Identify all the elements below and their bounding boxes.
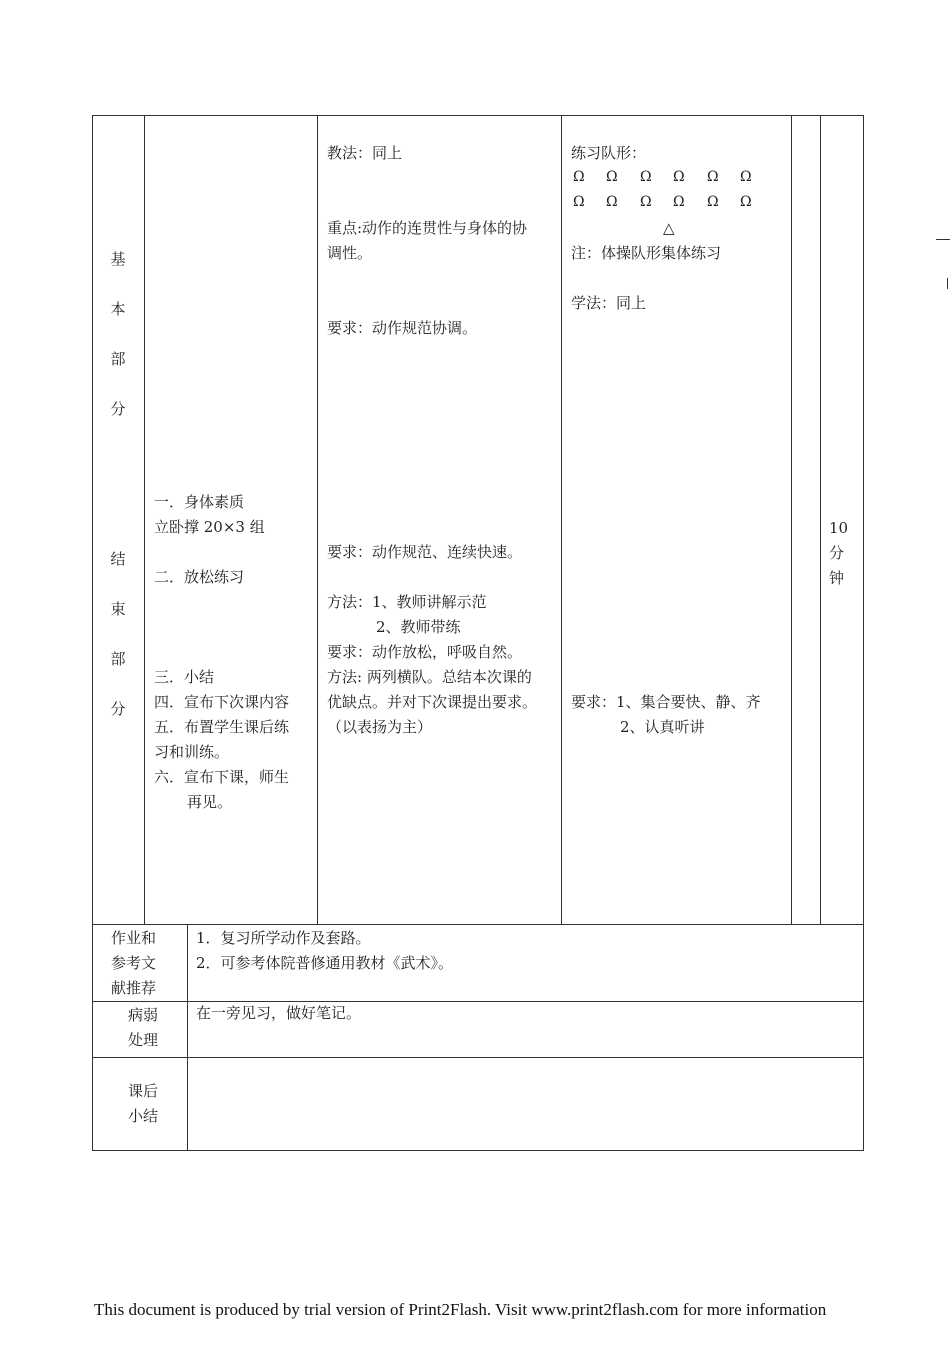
method-line: 方法: 两列横队。总结本次课的	[327, 668, 532, 686]
summary-label-line: 课后	[128, 1082, 159, 1100]
student-marker: Ω	[606, 169, 618, 185]
student-marker: Ω	[673, 194, 685, 210]
table-right-border	[863, 115, 864, 1151]
method-line: 方法：1、教师讲解示范	[327, 593, 487, 611]
ending-label-char: 分	[110, 700, 126, 718]
method-line: 调性。	[327, 244, 373, 262]
requirement-line: 2、认真听讲	[620, 718, 705, 736]
homework-label-line: 献推荐	[111, 979, 157, 997]
content-item: 一．身体素质	[154, 493, 245, 511]
student-marker: Ω	[740, 169, 752, 185]
study-method: 学法：同上	[571, 294, 647, 312]
trial-footer: This document is produced by trial version of Print2Flash. Visit www.print2flash.com for more information	[94, 1300, 827, 1319]
homework-item: 1．复习所学动作及套路。	[196, 929, 371, 947]
col-divider-1	[144, 115, 145, 925]
content-item: 四．宣布下次课内容	[154, 693, 290, 711]
student-marker: Ω	[640, 194, 652, 210]
sick-text: 在一旁见习，做好笔记。	[196, 1004, 362, 1022]
content-item: 立卧撑 20×3 组	[154, 518, 265, 536]
content-item: 习和训练。	[154, 743, 230, 761]
time-value: 10	[829, 519, 849, 537]
summary-label-line: 小结	[128, 1107, 159, 1125]
sick-label-line: 病弱	[128, 1006, 159, 1024]
row-divider-summary	[92, 1057, 864, 1058]
student-marker: Ω	[606, 194, 618, 210]
ending-label-char: 部	[110, 650, 126, 668]
content-item: 二．放松练习	[154, 568, 245, 586]
student-marker: Ω	[707, 169, 719, 185]
teacher-marker: △	[663, 219, 675, 237]
method-line: 教法：同上	[327, 144, 403, 162]
table-left-border	[92, 115, 93, 1151]
method-line: 要求：动作规范、连续快速。	[327, 543, 523, 561]
basic-label-char: 部	[110, 350, 126, 368]
content-item: 再见。	[187, 793, 233, 811]
basic-label-char: 分	[110, 400, 126, 418]
edge-dash	[936, 239, 950, 240]
table-top-border	[92, 115, 864, 116]
method-line: 要求：动作放松，呼吸自然。	[327, 643, 523, 661]
method-line: 要求：动作规范协调。	[327, 319, 478, 337]
edge-tick	[947, 278, 948, 289]
content-item: 五．布置学生课后练	[154, 718, 290, 736]
col-divider-3	[561, 115, 562, 925]
sick-label-line: 处理	[128, 1031, 159, 1049]
formation-note: 注：体操队形集体练习	[571, 244, 722, 262]
student-marker: Ω	[573, 194, 585, 210]
requirement-line: 要求：1、集合要快、静、齐	[571, 693, 761, 711]
content-item: 三．小结	[154, 668, 215, 686]
homework-label-line: 参考文	[111, 954, 157, 972]
table-bottom-border	[92, 1150, 864, 1151]
homework-item: 2．可参考体院普修通用教材《武术》。	[196, 954, 454, 972]
basic-label-char: 本	[110, 300, 126, 318]
basic-label-char: 基	[110, 250, 126, 268]
ending-label-char: 束	[110, 600, 126, 618]
method-line: （以表扬为主）	[327, 718, 433, 736]
row-divider-homework	[92, 924, 864, 925]
formation-title: 练习队形：	[571, 144, 647, 162]
col-divider-2	[317, 115, 318, 925]
ending-label-char: 结	[110, 550, 126, 568]
label-col-divider-bottom	[187, 924, 188, 1151]
student-marker: Ω	[673, 169, 685, 185]
student-marker: Ω	[740, 194, 752, 210]
col-divider-4	[791, 115, 792, 925]
content-item: 六．宣布下课，师生	[154, 768, 290, 786]
method-line: 2、教师带练	[376, 618, 461, 636]
col-divider-5	[820, 115, 821, 925]
time-unit-char: 分	[829, 544, 845, 562]
time-unit-char: 钟	[829, 569, 845, 587]
homework-label-line: 作业和	[111, 929, 157, 947]
method-line: 重点:动作的连贯性与身体的协	[327, 219, 528, 237]
method-line: 优缺点。并对下次课提出要求。	[327, 693, 538, 711]
student-marker: Ω	[573, 169, 585, 185]
student-marker: Ω	[640, 169, 652, 185]
student-marker: Ω	[707, 194, 719, 210]
